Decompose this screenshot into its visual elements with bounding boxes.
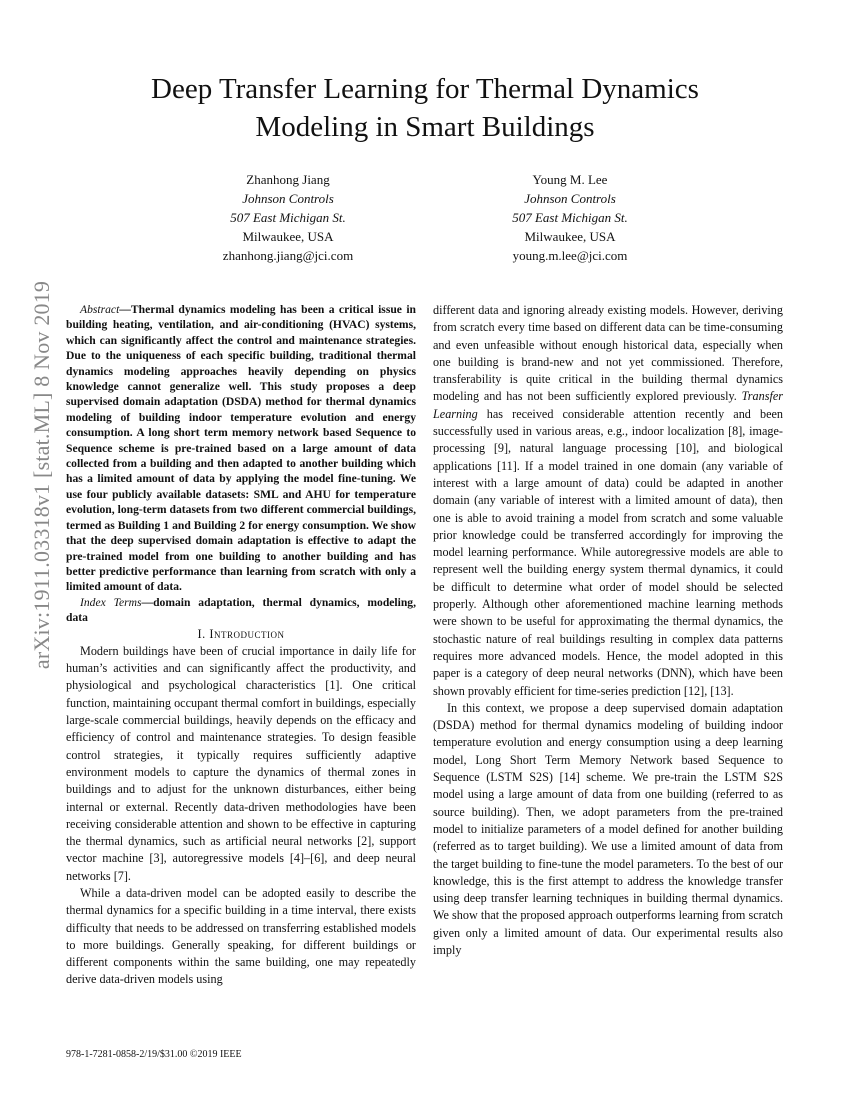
left-column [66,302,416,989]
section-number: I. [197,626,206,641]
author-affiliation: Johnson Controls [524,191,616,206]
title-line-2: Modeling in Smart Buildings [255,111,595,143]
author-block-2 [450,170,690,265]
intro-paragraph-2: While a data-driven model can be adopted easily to describe the thermal dynamics for a specific building in a time interval, there exists difficulty that needs to be addressed on transferring established models to more buildings. Generally speaking, for different buildings or different components within the same building, one may repeatedly derive data-driven models using [66,885,416,987]
author-email: young.m.lee@jci.com [512,248,628,263]
intro-paragraph-4: In this context, we propose a deep supervised domain adaptation (DSDA) method for thermal dynamics modeling of building indoor temperature evolution and energy consumption using a deep learning model, Long Short Term Memory Network based Sequence to Sequence (LSTM S2S) [14] scheme. We pre-train the LSTM S2S model using a large amount of data from one building (referred to as source building). Then, we adopt parameters from the pre-trained model to initialize parameters of a model defined for another building (referred as to target building). We use a limited amount of data from the target building to fine-tune the model parameters. To the best of our knowledge, this is the first attempt to address the knowledge transfer using deep transfer learning techniques in building thermal dynamics. We show that the proposed approach outperforms learning from scratch given only a limited amount of data. Our experimental results also imply [433,700,783,957]
intro-paragraph-3 [433,302,783,700]
author-email: zhanhong.jiang@jci.com [222,248,354,263]
section-heading [66,626,416,643]
author-city: Milwaukee, USA [242,229,334,244]
section-title: Introduction [209,626,285,641]
abstract-label: Abstract [80,303,120,316]
index-terms-text: —domain adaptation, thermal dynamics, modeling, data [66,595,417,625]
paragraph-text: different data and ignoring already existing models. However, deriving from scratch every time based on different data can be time-consuming and even unfeasible without enough historical data, especially when one building is brand-new and not yet commissioned. Therefore, transferability is quite critical in the building thermal dynamics modeling and has not been sufficiently explored previously. [433,303,783,404]
abstract-text: —Thermal dynamics modeling has been a critical issue in building heating, ventilation, and air-conditioning (HVAC) systems, which can significantly affect the control and maintenance strategies. Due to the uniqueness of each specific building, traditional thermal dynamics modeling approaches heavily depending on physics knowledge cannot generalize well. This study proposes a deep supervised domain adaptation (DSDA) method for thermal dynamics modeling of building indoor temperature evolution and energy consumption. A long short term memory network based Sequence to Sequence scheme is pre-trained based on a large amount of data collected from a building and then adapted to another building which has a limited amount of data by applying the model fine-tuning. We use four publicly available datasets: SML and AHU for temperature evolution, long-term datasets from two different commercial buildings, termed as Building 1 and Building 2 for energy consumption. We show that the deep supervised domain adaptation is effective to adapt the pre-trained model from one building to another building and has better predictive performance than learning from scratch with only a limited amount of data. [66,303,416,594]
abstract [66,302,416,595]
index-terms-label: Index Terms [80,595,142,609]
author-name: Zhanhong Jiang [246,172,330,187]
author-block-1 [168,170,408,265]
transfer-learning-emphasis: Transfer Learning [433,389,783,421]
author-affiliation: Johnson Controls [242,191,334,206]
title-line-1: Deep Transfer Learning for Thermal Dynamics [151,73,699,105]
author-address: 507 East Michigan St. [230,210,346,225]
intro-paragraph-1: Modern buildings have been of crucial importance in daily life for human’s activities and can significantly affect the productivity, and physiological and psychological characteristics [1]. One critical function, maintaining occupant thermal comfort in buildings, especially large-scale commercial buildings, heavily depends on the efficacy and efficiency of control and maintenance strategies. To design feasible control strategies, it typically requires sufficiently adaptive environment models to capture the dynamics of thermal zones in buildings and to adjust for the unknown disturbances, either being internal or external. Recently data-driven methodologies have been receiving considerable attention and shown to be effective in capturing the thermal dynamics, such as artificial neural networks [2], support vector machine [3], autoregressive models [4]–[6], and deep neural networks [7]. [66,643,416,883]
right-column [433,302,783,959]
author-name: Young M. Lee [532,172,608,187]
arxiv-stamp-text: arXiv:1911.03318v1 [stat.ML] 8 Nov 2019 [29,280,54,670]
paper-title [0,70,850,146]
index-terms [66,595,416,626]
copyright-footer: 978-1-7281-0858-2/19/$31.00 ©2019 IEEE [66,1049,242,1060]
author-address: 507 East Michigan St. [512,210,628,225]
paragraph-text: has received considerable attention recently and been successfully used in various areas, e.g., indoor localization [8], image-processing [9], natural language processing [10], and biological applications [11]. If a model trained in one domain (any variable of interest with a large amount of data) could be adapted in another domain (any variable of interest with a limited amount of data), then one is able to avoid training a model from scratch and some valuable prior knowledge could be transferred accordingly for improving the model learning performance. While autoregressive models are able to represent well the building energy system thermal dynamics, it could be difficult to determine what order of model should be selected properly. Although other aforementioned machine learning methods were shown to be useful for approximating the thermal dynamics, the stochastic nature of real buildings resulting in complex data patterns requires more advanced models. Hence, the model adopted in this paper is a category of deep neural networks (DNN), which have been shown provably efficient for time-series prediction [12], [13]. [433,406,783,698]
author-city: Milwaukee, USA [524,229,616,244]
arxiv-stamp [12,280,72,670]
